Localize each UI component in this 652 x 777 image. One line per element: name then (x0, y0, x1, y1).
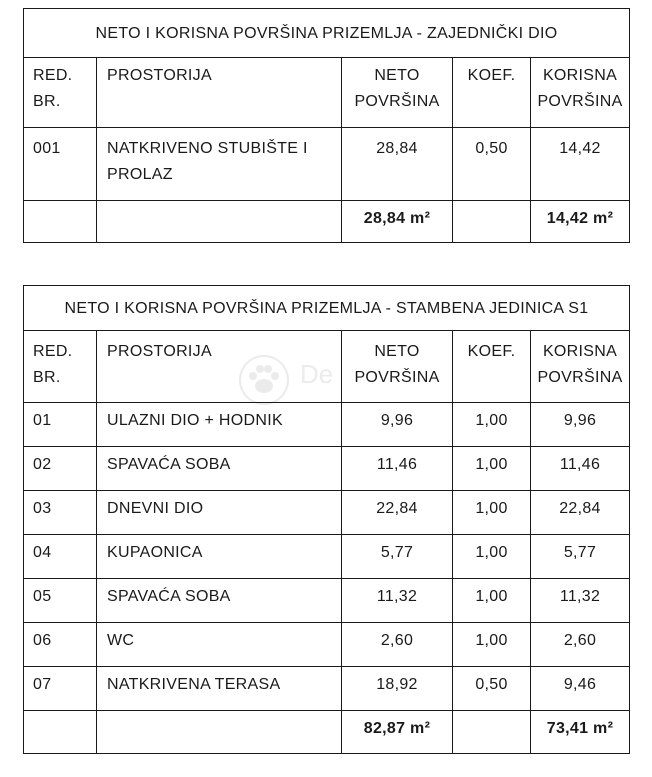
net-area: 11,32 (342, 579, 453, 623)
row-number: 06 (24, 623, 97, 667)
room-name: NATKRIVENO STUBIŠTE I PROLAZ (97, 128, 342, 201)
usable-area: 14,42 (531, 128, 630, 201)
total-row (24, 201, 630, 243)
row-number: 001 (24, 128, 97, 201)
coefficient: 0,50 (453, 128, 531, 201)
usable-area: 9,96 (531, 403, 630, 447)
table-row (24, 403, 630, 447)
header-neto: NETO POVRŠINA (342, 58, 453, 128)
net-area: 22,84 (342, 491, 453, 535)
header-korisna: KORISNA POVRŠINA (531, 331, 630, 403)
total-net-area: 28,84 m² (342, 201, 453, 243)
room-name: DNEVNI DIO (97, 491, 342, 535)
room-name: WC (97, 623, 342, 667)
table-row (24, 128, 630, 201)
usable-area: 9,46 (531, 667, 630, 711)
coefficient: 1,00 (453, 623, 531, 667)
total-usable-area: 14,42 m² (531, 201, 630, 243)
empty-cell (24, 711, 97, 754)
coefficient: 0,50 (453, 667, 531, 711)
header-prostorija: PROSTORIJA (97, 58, 342, 128)
watermark-text: De (300, 359, 334, 389)
coefficient: 1,00 (453, 491, 531, 535)
table-row (24, 667, 630, 711)
coefficient: 1,00 (453, 535, 531, 579)
row-number: 03 (24, 491, 97, 535)
room-name: ULAZNI DIO + HODNIK (97, 403, 342, 447)
usable-area: 11,32 (531, 579, 630, 623)
usable-area: 2,60 (531, 623, 630, 667)
header-korisna: KORISNA POVRŠINA (531, 58, 630, 128)
row-number: 02 (24, 447, 97, 491)
header-koef: KOEF. (453, 331, 531, 403)
header-red-br: RED. BR. (24, 331, 97, 403)
coefficient: 1,00 (453, 579, 531, 623)
table-residential-unit-s1 (23, 285, 630, 754)
net-area: 2,60 (342, 623, 453, 667)
room-name: NATKRIVENA TERASA (97, 667, 342, 711)
coefficient: 1,00 (453, 447, 531, 491)
table-title: NETO I KORISNA POVRŠINA PRIZEMLJA - ZAJEDNIČKI DIO (24, 9, 630, 58)
row-number: 07 (24, 667, 97, 711)
empty-cell (97, 201, 342, 243)
total-row (24, 711, 630, 754)
table-row (24, 623, 630, 667)
coefficient: 1,00 (453, 403, 531, 447)
total-net-area: 82,87 m² (342, 711, 453, 754)
header-neto: NETO POVRŠINA (342, 331, 453, 403)
usable-area: 5,77 (531, 535, 630, 579)
table-title: NETO I KORISNA POVRŠINA PRIZEMLJA - STAMBENA JEDINICA S1 (24, 286, 630, 331)
table-row (24, 579, 630, 623)
table-row (24, 535, 630, 579)
header-koef: KOEF. (453, 58, 531, 128)
net-area: 5,77 (342, 535, 453, 579)
net-area: 28,84 (342, 128, 453, 201)
empty-cell (24, 201, 97, 243)
net-area: 18,92 (342, 667, 453, 711)
table-common-area (23, 8, 630, 243)
table-row (24, 491, 630, 535)
row-number: 05 (24, 579, 97, 623)
usable-area: 11,46 (531, 447, 630, 491)
empty-cell (453, 711, 531, 754)
header-red-br: RED. BR. (24, 58, 97, 128)
table-row (24, 447, 630, 491)
empty-cell (453, 201, 531, 243)
empty-cell (97, 711, 342, 754)
row-number: 04 (24, 535, 97, 579)
net-area: 9,96 (342, 403, 453, 447)
room-name: SPAVAĆA SOBA (97, 579, 342, 623)
total-usable-area: 73,41 m² (531, 711, 630, 754)
net-area: 11,46 (342, 447, 453, 491)
room-name: SPAVAĆA SOBA (97, 447, 342, 491)
header-prostorija: PROSTORIJA (97, 331, 342, 403)
row-number: 01 (24, 403, 97, 447)
usable-area: 22,84 (531, 491, 630, 535)
room-name: KUPAONICA (97, 535, 342, 579)
